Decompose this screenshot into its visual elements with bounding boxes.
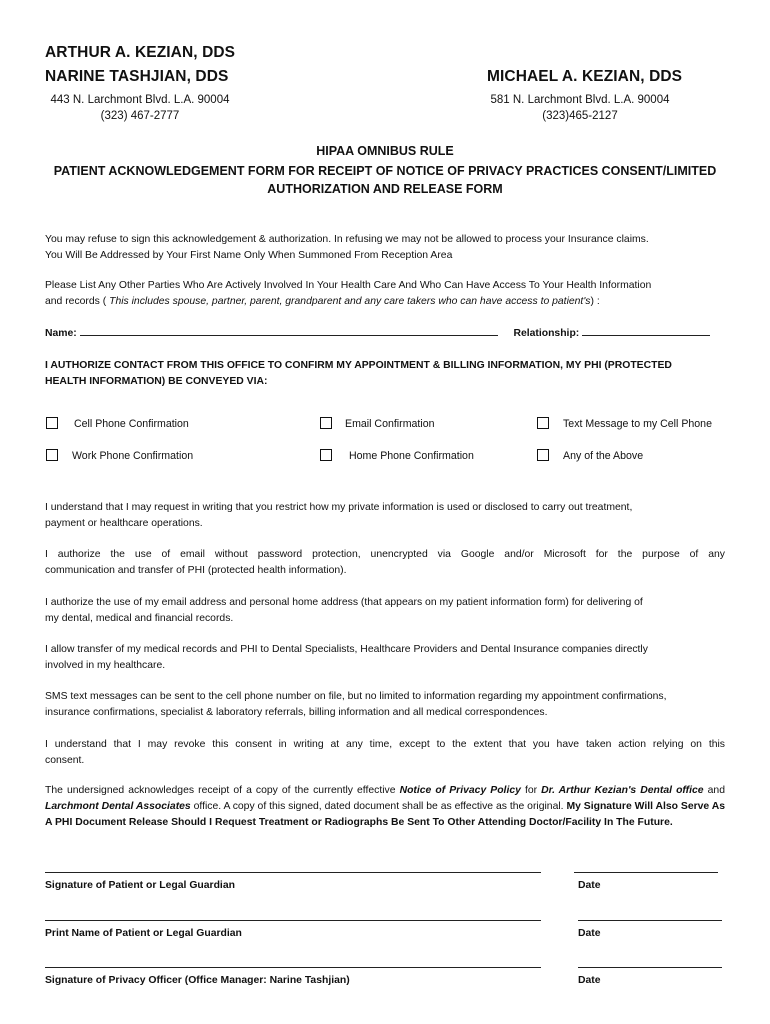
privacy-officer-date-line[interactable]	[578, 967, 722, 968]
privacy-officer-signature-label: Signature of Privacy Officer (Office Manager: Narine Tashjian)	[45, 975, 350, 986]
doctor-name-michael: MICHAEL A. KEZIAN, DDS	[487, 68, 683, 85]
email-label: Email Confirmation	[345, 418, 435, 430]
email-authorization-paragraph: I authorize the use of email without password protection, unencrypted via Google and/or Microsoft for the purpose of any communication and transfer of PHI (protected health information).	[45, 549, 725, 576]
text-message-label: Text Message to my Cell Phone	[563, 418, 712, 430]
work-phone-label: Work Phone Confirmation	[72, 450, 194, 462]
doctor-name-narine: NARINE TASHJIAN, DDS	[45, 68, 229, 85]
form-title-main: PATIENT ACKNOWLEDGEMENT FORM FOR RECEIPT OF NOTICE OF PRIVACY PRACTICES CONSENT/LIMITED	[53, 164, 717, 178]
acknowledgement-paragraph: The undersigned acknowledges receipt of a copy of the currently effective Notice of Privacy Policy for Dr. Arthur Kezian's Dental office and Larchmont Dental Associates office. A copy of this signed, dated document shall be as effective as the original. My Signature Will Also Serve As A PHI Document Release Should I Request Treatment or Radiographs Be Sent To Other Attending Doctor/Facility In The Future.	[45, 785, 725, 828]
patient-signature-date-line[interactable]	[574, 872, 718, 873]
name-field[interactable]	[80, 335, 498, 336]
text-message-checkbox[interactable]	[537, 417, 549, 429]
records-transfer-paragraph: I allow transfer of my medical records and PHI to Dental Specialists, Healthcare Providers and Dental Insurance companies directly involved in my healthcare.	[45, 644, 648, 671]
privacy-officer-date-label: Date	[578, 975, 601, 986]
email-checkbox[interactable]	[320, 417, 332, 429]
restrict-disclosure-paragraph: I understand that I may request in writing that you restrict how my private information is used or disclosed to carry out treatment, payment or healthcare operations.	[45, 502, 633, 529]
right-office-address: 581 N. Larchmont Blvd. L.A. 90004	[490, 94, 670, 106]
print-name-line[interactable]	[45, 920, 541, 921]
print-name-date-label: Date	[578, 928, 601, 939]
patient-signature-line[interactable]	[45, 872, 541, 873]
relationship-label: Relationship:	[513, 328, 580, 339]
left-office-address: 443 N. Larchmont Blvd. L.A. 90004	[50, 94, 230, 106]
parties-instruction-line-1: Please List Any Other Parties Who Are Actively Involved In Your Health Care And Who Can Have Access To Your Health Information	[45, 280, 652, 291]
address-authorization-paragraph: I authorize the use of my email address and personal home address (that appears on my patient information form) for delivering of my dental, medical and financial records.	[45, 597, 643, 624]
any-of-above-checkbox[interactable]	[537, 449, 549, 461]
right-office-phone: (323)465-2127	[542, 110, 618, 122]
revoke-consent-paragraph: I understand that I may revoke this consent in writing at any time, except to the extent that you have taken action relying on this consent.	[45, 739, 725, 766]
patient-signature-label: Signature of Patient or Legal Guardian	[45, 880, 235, 891]
authorize-contact-heading	[45, 358, 725, 390]
print-name-label: Print Name of Patient or Legal Guardian	[45, 928, 242, 939]
relationship-field[interactable]	[582, 335, 710, 336]
form-title-sub: AUTHORIZATION AND RELEASE FORM	[267, 182, 503, 196]
home-phone-label: Home Phone Confirmation	[349, 450, 474, 462]
authorize-line-1: I AUTHORIZE CONTACT FROM THIS OFFICE TO CONFIRM MY APPOINTMENT & BILLING INFORMATION, MY PHI (PROTECTED	[45, 360, 672, 371]
name-label: Name:	[45, 328, 77, 339]
home-phone-checkbox[interactable]	[320, 449, 332, 461]
sms-paragraph: SMS text messages can be sent to the cell phone number on file, but no limited to information regarding my appointment confirmations, insurance confirmations, specialist & laboratory referrals, billing information and all medical correspondences.	[45, 691, 667, 718]
parties-instruction	[45, 278, 725, 310]
print-name-date-line[interactable]	[578, 920, 722, 921]
work-phone-checkbox[interactable]	[46, 449, 58, 461]
form-title-rule: HIPAA OMNIBUS RULE	[316, 144, 454, 158]
patient-signature-date-label: Date	[578, 880, 601, 891]
refuse-notice	[45, 232, 725, 264]
name-relationship-row	[45, 326, 725, 342]
left-office-phone: (323) 467-2777	[100, 110, 180, 122]
parties-instruction-line-2: and records ( This includes spouse, partner, parent, grandparent and any care takers who can have access to patient's) :	[45, 296, 600, 307]
refuse-notice-line-2: You Will Be Addressed by Your First Name Only When Summoned From Reception Area	[45, 250, 453, 261]
cell-phone-checkbox[interactable]	[46, 417, 58, 429]
doctor-name-arthur: ARTHUR A. KEZIAN, DDS	[45, 44, 236, 61]
authorize-line-2: HEALTH INFORMATION) BE CONVEYED VIA:	[45, 376, 268, 387]
privacy-officer-signature-line[interactable]	[45, 967, 541, 968]
refuse-notice-line-1: You may refuse to sign this acknowledgement & authorization. In refusing we may not be allowed to process your Insurance claims.	[45, 234, 649, 245]
any-of-above-label: Any of the Above	[563, 450, 644, 462]
cell-phone-label: Cell Phone Confirmation	[74, 418, 189, 430]
